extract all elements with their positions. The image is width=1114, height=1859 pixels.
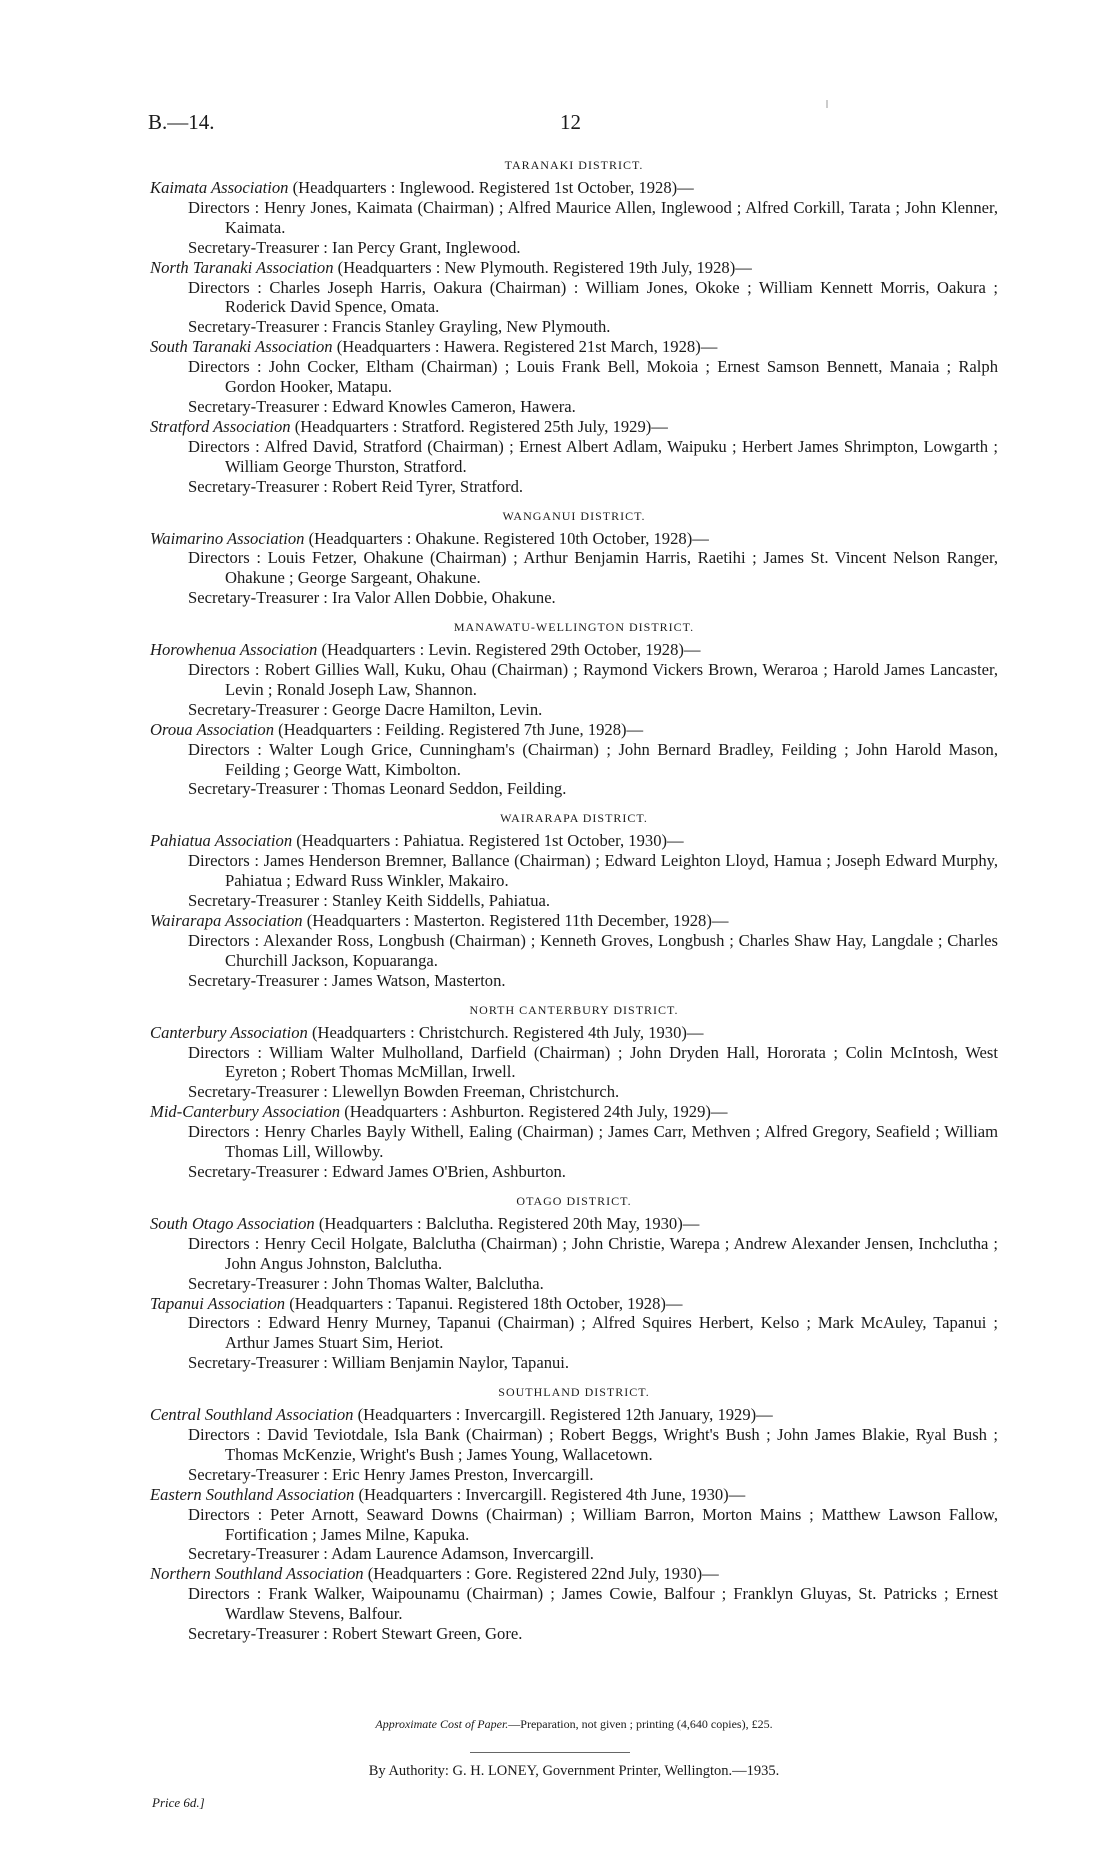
association-details: (Headquarters : Christchurch. Registered 4th July, 1930)— <box>311 1022 704 1042</box>
association-name: Pahiatua Association <box>150 831 293 851</box>
association-details: (Headquarters : Ohakune. Registered 10th October, 1928)— <box>308 528 709 548</box>
divider <box>470 1752 630 1753</box>
secretary-treasurer: Secretary-Treasurer : Ira Valor Allen Dobbie, Ohakune. <box>188 588 556 608</box>
secretary-treasurer: Secretary-Treasurer : Eric Henry James Preston, Invercargill. <box>188 1464 594 1484</box>
association-details: (Headquarters : Inglewood. Registered 1st October, 1928)— <box>292 178 694 197</box>
association-entry <box>150 1102 998 1122</box>
association-name: North Taranaki Association <box>150 257 334 277</box>
directors-list: Directors : Alexander Ross, Longbush (Chairman) ; Kenneth Groves, Longbush ; Charles Shaw Hay, Langdale ; Charles Churchill Jackson, Kopuaranga. <box>188 930 998 970</box>
directors-list: Directors : Louis Fetzer, Ohakune (Chairman) ; Arthur Benjamin Harris, Raetihi ; James St. Vincent Nelson Ranger, Ohakune ; George Sargeant, Ohakune. <box>188 548 998 588</box>
association-entry <box>150 1405 998 1425</box>
association-details: (Headquarters : Pahiatua. Registered 1st October, 1930)— <box>296 831 684 851</box>
association-entry <box>150 178 998 198</box>
association-entry <box>150 911 998 931</box>
association-name: Waimarino Association <box>150 528 305 548</box>
directors-list: Directors : Henry Jones, Kaimata (Chairman) ; Alfred Maurice Allen, Inglewood ; Alfred Corkill, Tarata ; John Klenner, Kaimata. <box>188 197 998 237</box>
association-details: (Headquarters : Levin. Registered 29th October, 1928)— <box>321 640 701 660</box>
association-details: (Headquarters : Stratford. Registered 25th July, 1929)— <box>294 416 668 436</box>
association-entry <box>150 417 998 437</box>
directors-list: Directors : William Walter Mulholland, Darfield (Chairman) ; John Dryden Hall, Hororata ; Colin McIntosh, West Eyreton ; Robert Thomas McMillan, Irwell. <box>188 1042 998 1082</box>
directors-list: Directors : Peter Arnott, Seaward Downs (Chairman) ; William Barron, Morton Mains ; Matthew Lawson Fallow, Fortification ; James Milne, Kapuka. <box>188 1504 998 1544</box>
association-details: (Headquarters : Gore. Registered 22nd July, 1930)— <box>367 1564 719 1584</box>
association-name: Horowhenua Association <box>150 640 318 660</box>
secretary-treasurer: Secretary-Treasurer : Francis Stanley Grayling, New Plymouth. <box>188 317 611 337</box>
secretary-treasurer: Secretary-Treasurer : Ian Percy Grant, Inglewood. <box>188 237 521 257</box>
association-details: (Headquarters : Invercargill. Registered 4th June, 1930)— <box>358 1484 746 1504</box>
association-details: (Headquarters : Invercargill. Registered 12th January, 1929)— <box>357 1405 773 1425</box>
secretary-treasurer: Secretary-Treasurer : Thomas Leonard Seddon, Feilding. <box>188 779 567 799</box>
district-heading: WAIRARAPA DISTRICT. <box>500 811 648 826</box>
district-heading: MANAWATU-WELLINGTON DISTRICT. <box>453 620 695 635</box>
district-heading: TARANAKI DISTRICT. <box>504 158 644 172</box>
cost-text: —Preparation, not given ; printing (4,640 copies), £25. <box>508 1717 773 1731</box>
association-entry <box>150 831 998 851</box>
directors-list: Directors : Frank Walker, Waipounamu (Chairman) ; James Cowie, Balfour ; Franklyn Gluyas, St. Patricks ; Ernest Wardlaw Stevens, Balfour. <box>188 1584 998 1624</box>
district-heading: WANGANUI DISTRICT. <box>502 508 646 523</box>
secretary-treasurer: Secretary-Treasurer : Robert Reid Tyrer, Stratford. <box>188 476 524 496</box>
association-name: South Taranaki Association <box>150 337 333 357</box>
association-name: Eastern Southland Association <box>150 1484 355 1504</box>
cost-note <box>150 1717 998 1732</box>
secretary-treasurer: Secretary-Treasurer : William Benjamin Naylor, Tapanui. <box>188 1353 570 1373</box>
district-heading: OTAGO DISTRICT. <box>516 1193 632 1208</box>
cost-label: Approximate Cost of Paper. <box>375 1717 509 1731</box>
association-details: (Headquarters : Feilding. Registered 7th June, 1928)— <box>278 719 644 739</box>
association-entry <box>150 1214 998 1234</box>
association-entry <box>150 720 998 740</box>
association-name: South Otago Association <box>150 1213 315 1233</box>
directors-list: Directors : Henry Charles Bayly Withell, Ealing (Chairman) ; James Carr, Methven ; Alfred Gregory, Seafield ; William Thomas Lill, Willowby. <box>188 1122 998 1162</box>
association-name: Oroua Association <box>150 719 274 739</box>
association-details: (Headquarters : Balclutha. Registered 20th May, 1930)— <box>318 1213 700 1233</box>
secretary-treasurer: Secretary-Treasurer : Edward Knowles Cameron, Hawera. <box>188 396 576 416</box>
scan-mark <box>826 100 828 108</box>
authority-line: By Authority: G. H. LONEY, Government Printer, Wellington.—1935. <box>368 1763 780 1779</box>
directors-list: Directors : Edward Henry Murney, Tapanui (Chairman) ; Alfred Squires Herbert, Kelso ; Mark McAuley, Tapanui ; Arthur James Stuart Sim, Heriot. <box>188 1313 998 1353</box>
association-details: (Headquarters : Ashburton. Registered 24th July, 1929)— <box>344 1102 728 1122</box>
secretary-treasurer: Secretary-Treasurer : Llewellyn Bowden Freeman, Christchurch. <box>188 1082 620 1102</box>
association-name: Tapanui Association <box>150 1293 286 1313</box>
secretary-treasurer: Secretary-Treasurer : George Dacre Hamilton, Levin. <box>188 699 543 719</box>
directors-list: Directors : Charles Joseph Harris, Oakura (Chairman) : William Jones, Okoke ; William Kennett Morris, Oakura ; Roderick David Spence, Omata. <box>188 277 998 317</box>
secretary-treasurer: Secretary-Treasurer : Stanley Keith Siddells, Pahiatua. <box>188 891 551 911</box>
document-body <box>150 158 998 1644</box>
association-entry <box>150 337 998 357</box>
association-details: (Headquarters : Hawera. Registered 21st March, 1928)— <box>336 337 718 357</box>
directors-list: Directors : James Henderson Bremner, Ballance (Chairman) ; Edward Leighton Lloyd, Hamua ; Joseph Edward Murphy, Pahiatua ; Edward Russ Winkler, Makairo. <box>188 851 998 891</box>
directors-list: Directors : Walter Lough Grice, Cunningham's (Chairman) ; John Bernard Bradley, Feilding ; John Harold Mason, Feilding ; George Watt, Kimbolton. <box>188 739 998 779</box>
secretary-treasurer: Secretary-Treasurer : Edward James O'Brien, Ashburton. <box>188 1161 566 1181</box>
association-entry <box>150 1023 998 1043</box>
association-entry <box>150 529 998 549</box>
association-entry <box>150 1564 998 1584</box>
association-name: Northern Southland Association <box>150 1564 364 1584</box>
association-name: Mid-Canterbury Association <box>150 1102 341 1122</box>
district-heading: NORTH CANTERBURY DISTRICT. <box>469 1002 679 1017</box>
association-entry <box>150 1485 998 1505</box>
association-name: Central Southland Association <box>150 1405 354 1425</box>
association-entry <box>150 1294 998 1314</box>
directors-list: Directors : Henry Cecil Holgate, Balclutha (Chairman) ; John Christie, Warepa ; Andrew Alexander Jensen, Inchclutha ; John Angus Johnston, Balclutha. <box>188 1233 998 1273</box>
directors-list: Directors : John Cocker, Eltham (Chairman) ; Louis Frank Bell, Mokoia ; Ernest Samson Bennett, Manaia ; Ralph Gordon Hooker, Matapu. <box>188 357 998 397</box>
association-name: Canterbury Association <box>150 1022 308 1042</box>
page-number: 12 <box>560 110 581 134</box>
association-name: Stratford Association <box>150 416 291 436</box>
document-reference: B.—14. <box>148 110 215 134</box>
association-name: Wairarapa Association <box>150 911 303 930</box>
association-entry <box>150 258 998 278</box>
association-details: (Headquarters : Masterton. Registered 11th December, 1928)— <box>306 911 729 930</box>
secretary-treasurer: Secretary-Treasurer : James Watson, Masterton. <box>188 970 506 990</box>
association-entry <box>150 640 998 660</box>
association-details: (Headquarters : New Plymouth. Registered 19th July, 1928)— <box>337 257 752 277</box>
secretary-treasurer: Secretary-Treasurer : Robert Stewart Green, Gore. <box>188 1624 523 1644</box>
association-details: (Headquarters : Tapanui. Registered 18th October, 1928)— <box>289 1293 683 1313</box>
district-heading: SOUTHLAND DISTRICT. <box>498 1385 650 1400</box>
directors-list: Directors : David Teviotdale, Isla Bank (Chairman) ; Robert Beggs, Wright's Bush ; John James Blakie, Ryal Bush ; Thomas McKenzie, Wright's Bush ; James Young, Wallacetown. <box>188 1425 998 1464</box>
price: Price 6d.] <box>152 1795 205 1810</box>
directors-list: Directors : Alfred David, Stratford (Chairman) ; Ernest Albert Adlam, Waipuku ; Herbert James Shrimpton, Lowgarth ; William George Thurston, Stratford. <box>188 436 998 476</box>
association-name: Kaimata Association <box>150 178 289 197</box>
directors-list: Directors : Robert Gillies Wall, Kuku, Ohau (Chairman) ; Raymond Vickers Brown, Weraroa ; Harold James Lancaster, Levin ; Ronald Joseph Law, Shannon. <box>188 660 998 699</box>
secretary-treasurer: Secretary-Treasurer : John Thomas Walter, Balclutha. <box>188 1273 544 1293</box>
secretary-treasurer: Secretary-Treasurer : Adam Laurence Adamson, Invercargill. <box>188 1544 594 1564</box>
